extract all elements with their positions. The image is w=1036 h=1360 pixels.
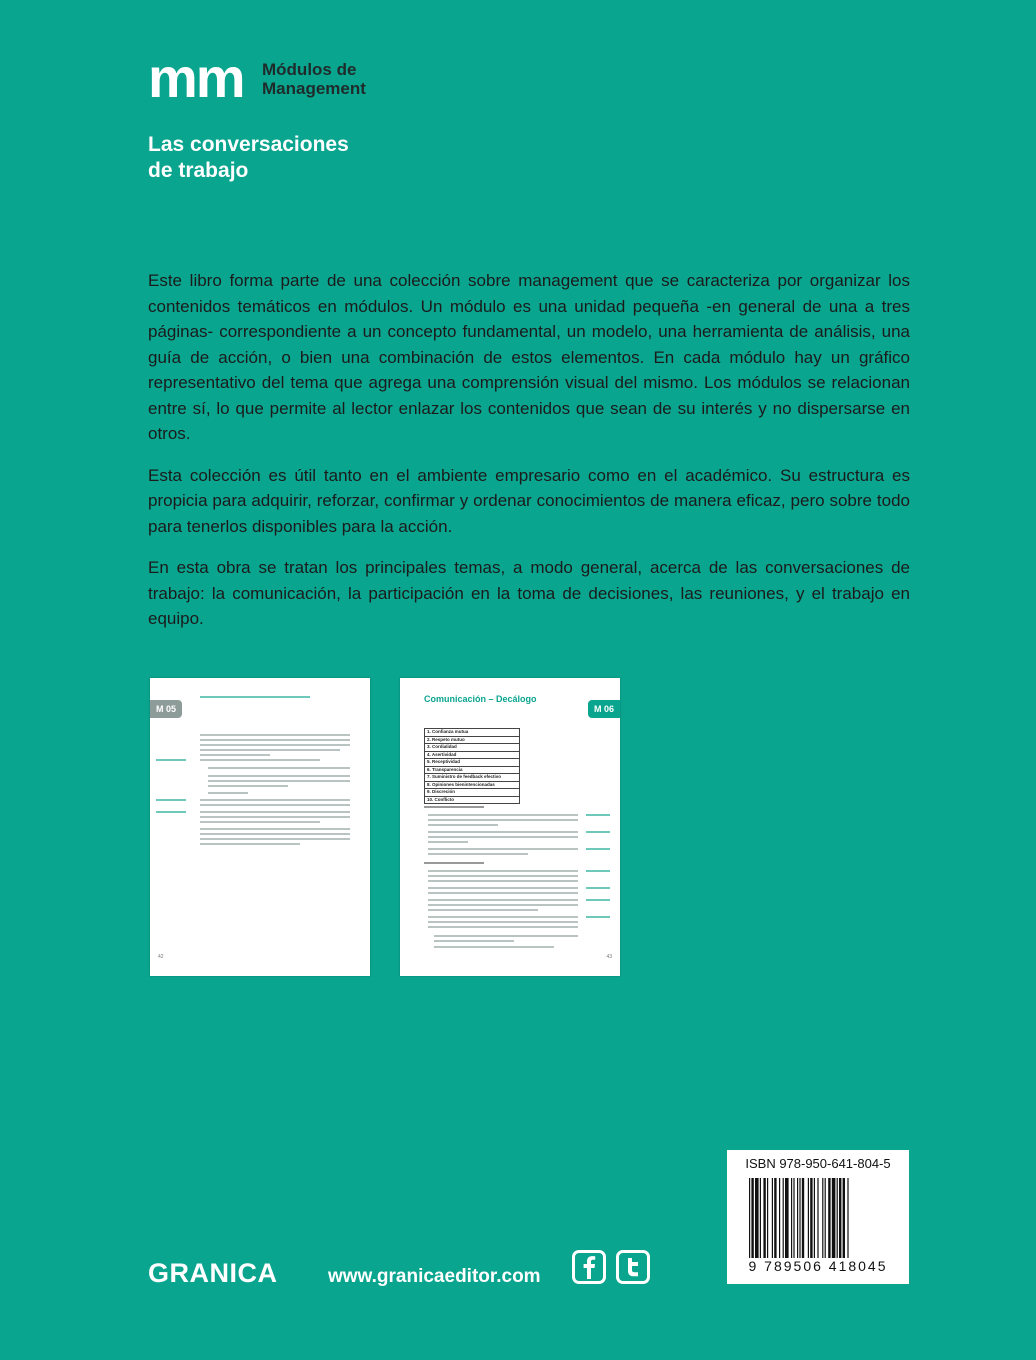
decalogue-item: 6. Transparencia	[425, 767, 519, 775]
cross-reference	[586, 848, 610, 850]
description-paragraph: En esta obra se tratan los principales temas, a modo general, acerca de las conversaciones de trabajo: la comunicación, la participación en la toma de decisiones, las reuniones, y el trabajo en equipo.	[148, 558, 910, 628]
facebook-icon[interactable]	[572, 1250, 606, 1284]
barcode	[749, 1178, 887, 1258]
text-line	[200, 759, 320, 761]
barcode-bar	[783, 1178, 784, 1258]
collection-name-line1: Módulos de	[262, 60, 357, 79]
decalogue-item: 8. Opiniones bienintencionadas	[425, 782, 519, 790]
text-line	[200, 843, 300, 845]
collection-name	[262, 60, 366, 98]
cross-reference	[156, 811, 186, 813]
book-title-line2: de trabajo	[148, 159, 249, 182]
text-line	[200, 799, 350, 801]
text-line	[428, 848, 578, 850]
page-header-line	[200, 696, 310, 698]
module-tab: M 05	[150, 700, 182, 718]
text-line	[208, 775, 350, 777]
decalogue-list	[424, 728, 520, 804]
decalogue-item: 7. Suministro de feedback efectivo	[425, 774, 519, 782]
barcode-bar	[808, 1178, 809, 1258]
text-line	[208, 780, 350, 782]
text-line	[208, 792, 248, 794]
cross-reference	[586, 887, 610, 889]
barcode-bar	[797, 1178, 798, 1258]
text-line	[200, 828, 350, 830]
text-line	[428, 814, 578, 816]
page-number: 42	[158, 954, 164, 960]
barcode-bar	[847, 1178, 848, 1258]
text-line	[428, 921, 578, 923]
text-line	[200, 749, 340, 751]
back-cover-description	[148, 268, 910, 648]
barcode-bar	[802, 1178, 804, 1258]
decalogue-item: 9. Discreción	[425, 789, 519, 797]
text-line	[428, 853, 528, 855]
cross-reference	[586, 899, 610, 901]
barcode-bar	[837, 1178, 838, 1258]
cross-reference	[586, 870, 610, 872]
cross-reference	[586, 831, 610, 833]
decalogue-item: 3. Cordialidad	[425, 744, 519, 752]
isbn-barcode-box	[727, 1150, 909, 1284]
book-title-line1: Las conversaciones	[148, 133, 349, 156]
text-line	[428, 841, 468, 843]
cross-reference	[586, 814, 610, 816]
text-line	[428, 824, 498, 826]
text-line	[200, 838, 350, 840]
decalogue-item: 5. Receptividad	[425, 759, 519, 767]
text-line	[428, 836, 578, 838]
decalogue-item: 1. Confianza mutua	[425, 729, 519, 737]
text-line	[200, 804, 350, 806]
text-line	[208, 785, 288, 787]
text-line	[428, 887, 578, 889]
text-line	[208, 767, 350, 769]
barcode-bar	[793, 1178, 794, 1258]
text-line	[428, 899, 578, 901]
barcode-bar	[749, 1178, 750, 1258]
decalogue-item: 10. Conflicto	[427, 796, 455, 802]
text-line	[200, 754, 270, 756]
barcode-bar	[828, 1178, 830, 1258]
barcode-bar	[817, 1178, 818, 1258]
text-line	[428, 870, 578, 872]
barcode-bar	[839, 1178, 841, 1258]
barcode-bar	[822, 1178, 823, 1258]
twitter-icon[interactable]	[616, 1250, 650, 1284]
text-line	[200, 811, 350, 813]
text-line	[428, 904, 578, 906]
barcode-bar	[814, 1178, 815, 1258]
text-line	[200, 744, 350, 746]
text-line	[434, 940, 514, 942]
decalogue-item: 2. Respeto mutuo	[425, 737, 519, 745]
barcode-bar	[825, 1178, 826, 1258]
barcode-bar	[843, 1178, 845, 1258]
text-line	[434, 935, 578, 937]
description-paragraph: Esta colección es útil tanto en el ambiente empresario como en el académico. Su estructura es propicia para adquirir, reforzar, confirmar y ordenar conocimientos de manera eficaz, pero sobre todo para tenerlos disponibles para la acción.	[148, 465, 910, 536]
barcode-bar	[799, 1178, 800, 1258]
page-number: 43	[606, 954, 612, 960]
text-line	[428, 880, 578, 882]
text-line	[428, 831, 578, 833]
barcode-bar	[760, 1178, 761, 1258]
logo-mark: mm	[148, 46, 244, 109]
barcode-bar	[755, 1178, 759, 1258]
decalogue-item: 4. Asertividad	[425, 752, 519, 760]
text-line	[428, 916, 578, 918]
barcode-bar	[767, 1178, 768, 1258]
sample-page-right	[400, 678, 620, 976]
barcode-bar	[779, 1178, 780, 1258]
collection-name-line2: Management	[262, 79, 366, 98]
publisher-website[interactable]: www.granicaeditor.com	[328, 1266, 541, 1287]
barcode-bar	[774, 1178, 776, 1258]
book-title	[148, 132, 349, 184]
text-line	[434, 946, 554, 948]
cross-reference	[156, 759, 186, 761]
barcode-bar	[763, 1178, 765, 1258]
text-line	[200, 734, 350, 736]
text-line	[200, 816, 350, 818]
barcode-bar	[785, 1178, 789, 1258]
text-line	[200, 821, 320, 823]
text-line	[428, 819, 578, 821]
barcode-bar	[810, 1178, 812, 1258]
text-line	[428, 909, 538, 911]
barcode-bar	[751, 1178, 753, 1258]
module-tab: M 06	[588, 700, 620, 718]
publisher-logo: GRANICA	[148, 1258, 278, 1288]
barcode-bar	[772, 1178, 773, 1258]
text-line	[428, 875, 578, 877]
cross-reference	[156, 799, 186, 801]
barcode-bar	[791, 1178, 792, 1258]
sample-page-left	[150, 678, 370, 976]
section-heading-line	[424, 862, 484, 864]
text-line	[428, 926, 578, 928]
barcode-bar	[832, 1178, 836, 1258]
text-line	[428, 892, 578, 894]
sample-page-heading: Comunicación – Decálogo	[424, 694, 537, 704]
isbn-digits: 9 789506 418045	[748, 1258, 888, 1274]
isbn-label: ISBN 978-950-641-804-5	[745, 1156, 891, 1171]
text-line	[200, 833, 350, 835]
text-line	[200, 739, 350, 741]
description-paragraph: Este libro forma parte de una colección sobre management que se caracteriza por organizar los contenidos temáticos en módulos. Un módulo es una unidad pequeña -en general de una a tres páginas- correspondiente a un concepto fundamental, un modelo, una herramienta de análisis, una guía de acción, o bien una combinación de estos elementos. En cada módulo hay un gráfico representativo del tema que agrega una comprensión visual del mismo. Los módulos se relacionan entre sí, lo que permite al lector enlazar los contenidos que sean de su interés y no dispersarse en otros.	[148, 271, 910, 443]
cross-reference	[586, 916, 610, 918]
section-heading-line	[424, 806, 484, 808]
